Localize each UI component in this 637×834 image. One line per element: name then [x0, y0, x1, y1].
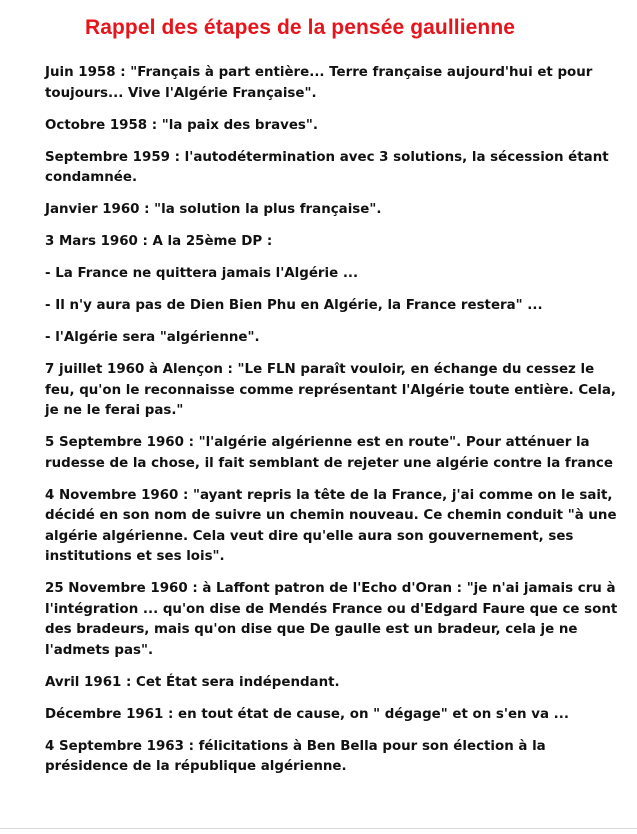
text-line: Décembre 1961 : en tout état de cause, on " dégage" et on s'en va ...	[45, 706, 569, 722]
bottom-divider	[0, 828, 637, 829]
text-line: 3 Mars 1960 : A la 25ème DP :	[45, 234, 273, 249]
text-line: algérie algérienne. Cela veut dire qu'elle aura son gouvernement, ses	[45, 528, 574, 544]
text-line: 7 juillet 1960 à Alençon : "Le FLN paraît vouloir, en échange du cessez le	[45, 362, 595, 377]
paragraph-juin-1958	[45, 63, 605, 104]
text-line: 5 Septembre 1960 : "l'algérie algérienne est en route". Pour atténuer la	[45, 435, 590, 450]
paragraph-5-septembre-1960	[45, 433, 613, 474]
paragraph-quote-dien-bien-phu	[45, 296, 605, 317]
document-body	[45, 63, 618, 789]
paragraph-4-septembre-1963	[45, 737, 605, 778]
paragraph-septembre-1959	[45, 148, 609, 189]
text-line: 4 Novembre 1960 : "ayant repris la tête de la France, j'ai comme on le sait,	[45, 487, 613, 503]
paragraph-25-novembre-1960	[45, 579, 618, 661]
paragraph-avril-1961	[45, 673, 605, 694]
text-line: présidence de la république algérienne.	[45, 759, 347, 774]
text-line: Janvier 1960 : "la solution la plus française".	[45, 202, 382, 217]
paragraph-janvier-1960	[45, 200, 605, 221]
text-line: condamnée.	[45, 170, 138, 185]
text-line: 4 Septembre 1963 : félicitations à Ben Bella pour son élection à la	[45, 738, 546, 754]
text-line: - La France ne quittera jamais l'Algérie ...	[45, 266, 359, 281]
paragraph-quote-algerie-algerienne	[45, 328, 605, 349]
text-line: je ne le ferai pas."	[45, 403, 184, 418]
text-line: l'admets pas".	[45, 642, 154, 658]
text-line: - Il n'y aura pas de Dien Bien Phu en Algérie, la France restera" ...	[45, 298, 543, 313]
text-line: l'intégration ... qu'on dise de Mendés France ou d'Edgard Faure que ce sont	[45, 601, 618, 617]
text-line: Octobre 1958 : "la paix des braves".	[45, 117, 318, 133]
text-line: Avril 1961 : Cet État sera indépendant.	[45, 674, 340, 690]
text-line: Juin 1958 : "Français à part entière... Terre française aujourd'hui et pour	[45, 65, 593, 80]
text-line: rudesse de la chose, il fait semblant de rejeter une algérie contre la france	[45, 455, 613, 471]
paragraph-7-juillet-1960	[45, 360, 616, 422]
text-line: des bradeurs, mais qu'on dise que De gaulle est un bradeur, cela je ne	[45, 622, 578, 637]
paragraph-quote-france-ne-quittera	[45, 264, 605, 285]
paragraph-4-novembre-1960	[45, 486, 617, 568]
text-line: institutions et ses lois".	[45, 549, 225, 564]
page-title: Rappel des étapes de la pensée gaullienne	[84, 16, 516, 39]
text-line: - l'Algérie sera "algérienne".	[45, 330, 260, 345]
text-line: feu, qu'on le reconnaisse comme représentant l'Algérie toute entière. Cela,	[45, 382, 616, 398]
text-line: décidé en son nom de suivre un chemin nouveau. Ce chemin conduit "à une	[45, 508, 617, 523]
text-line: 25 Novembre 1960 : à Laffont patron de l'Echo d'Oran : "je n'ai jamais cru à	[45, 581, 616, 596]
paragraph-decembre-1961	[45, 705, 605, 726]
paragraph-3-mars-1960	[45, 232, 605, 253]
paragraph-octobre-1958	[45, 116, 605, 137]
text-line: Septembre 1959 : l'autodétermination avec 3 solutions, la sécession étant	[45, 149, 609, 165]
text-line: toujours... Vive l'Algérie Française".	[45, 85, 317, 101]
